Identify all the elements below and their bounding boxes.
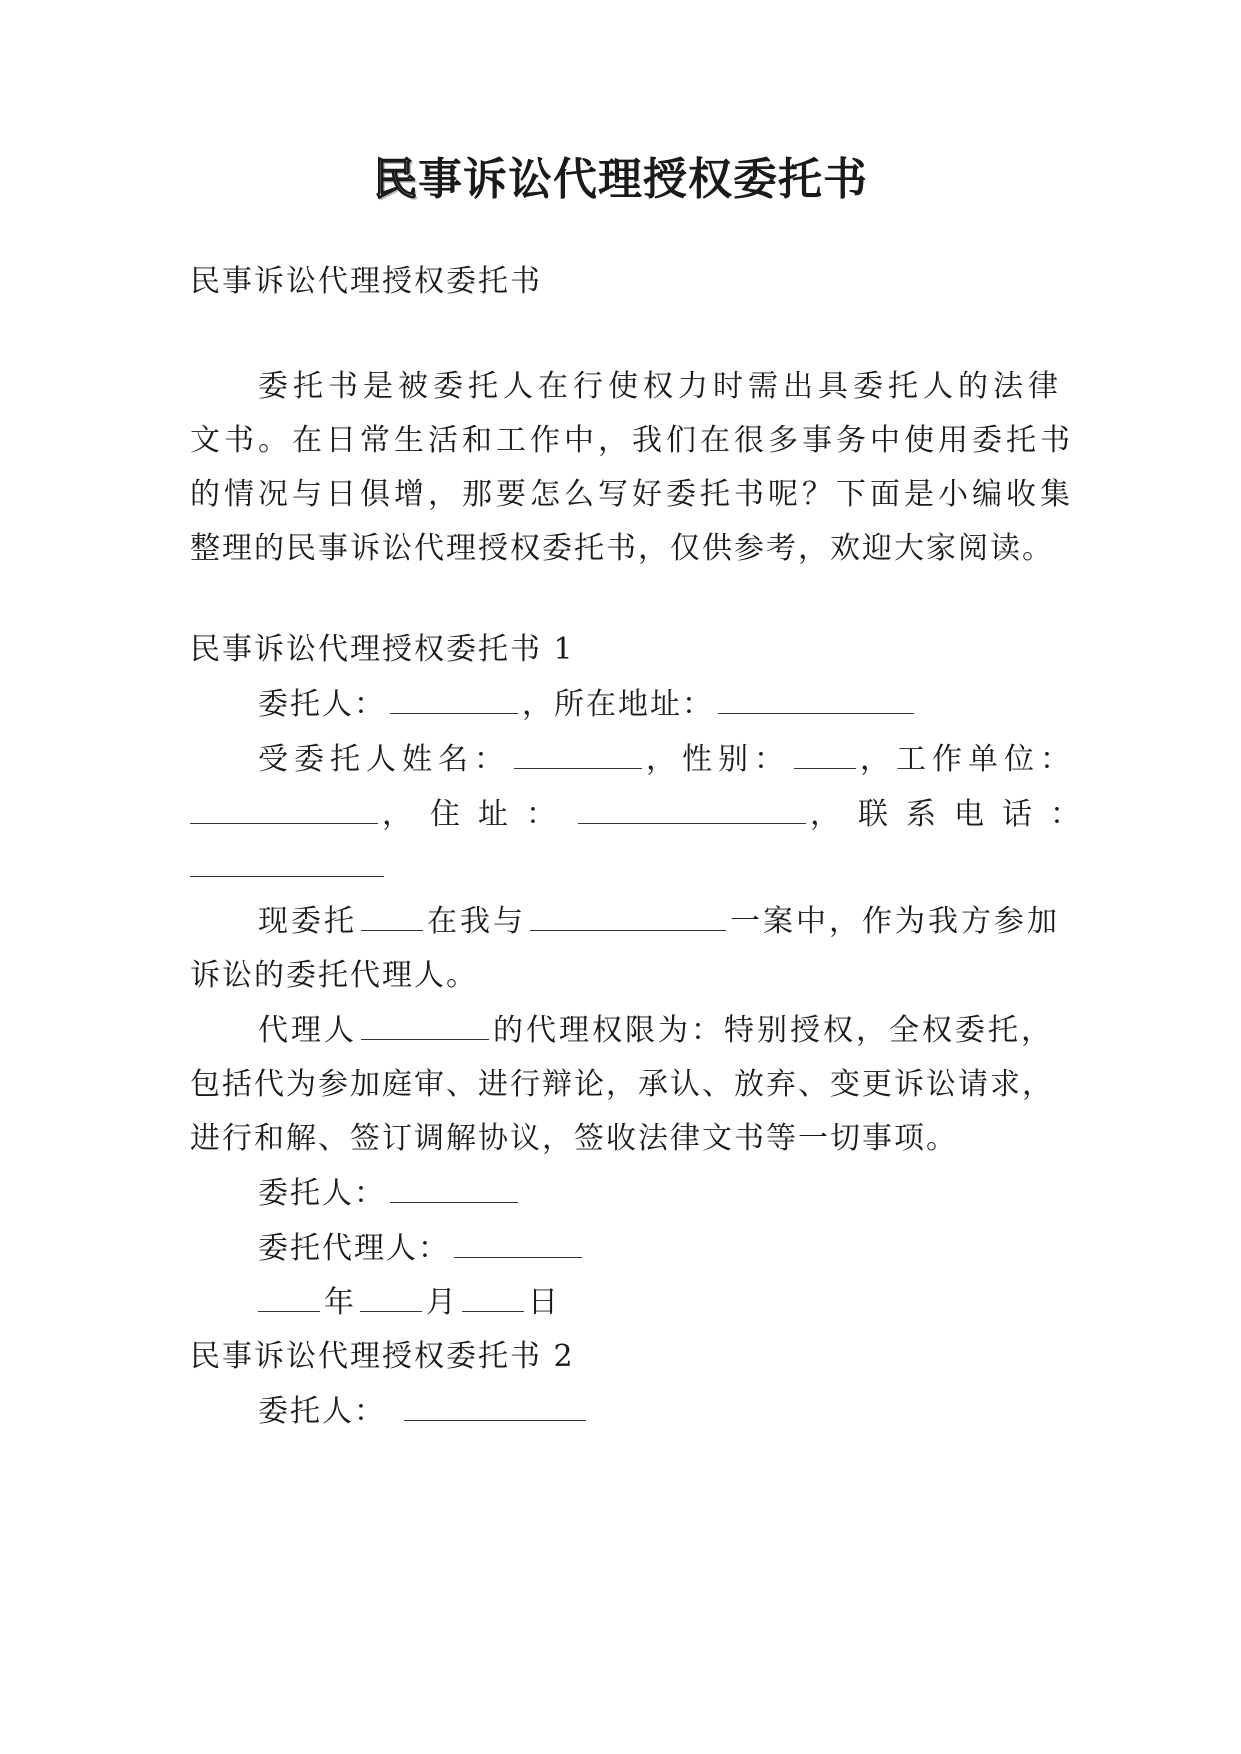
intro-line-1: 委托书是被委托人在行使权力时需出具委托人的法律 [258, 369, 1063, 404]
agent-info-line [258, 740, 1076, 780]
work-unit-blank[interactable] [190, 795, 378, 824]
entrust-line-2: 诉讼的委托代理人。 [190, 958, 478, 993]
sign-principal-blank[interactable] [390, 1174, 518, 1203]
document-title [0, 150, 1241, 210]
address-blank[interactable] [718, 685, 914, 714]
entrust-text-b: 在我与 [427, 904, 526, 939]
section2-principal-blank[interactable] [404, 1392, 586, 1421]
principal-blank[interactable] [390, 685, 518, 714]
title-first-char: 民 [373, 154, 418, 205]
intro-line-3: 的情况与日俱增，那要怎么写好委托书呢？下面是小编收集 [190, 477, 1074, 512]
scope-line-1 [258, 1011, 1054, 1051]
phone-blank-line [190, 848, 388, 888]
agent-name-label: 受委托人姓名： [258, 742, 510, 777]
scope-line-2: 包括代为参加庭审、进行辩论，承认、放弃、变更诉讼请求， [190, 1067, 1054, 1102]
sign-agent-blank[interactable] [454, 1229, 582, 1258]
phone-label: ，联系电话： [810, 797, 1098, 832]
intro-line-4: 整理的民事诉讼代理授权委托书，仅供参考，欢迎大家阅读。 [190, 531, 1054, 566]
title-rest: 事诉讼代理授权委托书 [418, 154, 868, 205]
scope-text-b: 的代理权限为：特别授权，全权委托， [493, 1013, 1054, 1048]
day-blank[interactable] [462, 1283, 524, 1312]
sign-principal-line [258, 1174, 522, 1214]
date-line [258, 1283, 560, 1323]
entrust-line-1 [258, 902, 1060, 942]
phone-blank[interactable] [190, 848, 384, 877]
gender-blank[interactable] [794, 740, 856, 769]
month-label: 月 [426, 1285, 458, 1320]
residence-phone-line [190, 795, 1098, 835]
residence-label: ，住址： [382, 797, 574, 832]
gender-label: ，性别： [646, 742, 790, 777]
sign-agent-label: 委托代理人： [258, 1231, 450, 1266]
principal-label: 委托人： [258, 687, 386, 722]
scope-line-3: 进行和解、签订调解协议，签收法律文书等一切事项。 [190, 1121, 958, 1156]
residence-blank[interactable] [578, 795, 806, 824]
section2-heading: 民事诉讼代理授权委托书 2 [190, 1339, 575, 1374]
sign-principal-label: 委托人： [258, 1176, 386, 1211]
work-unit-label: ，工作单位： [860, 742, 1076, 777]
principal-address-line [258, 685, 918, 725]
scope-agent-blank[interactable] [361, 1011, 489, 1040]
entrust-text-a: 现委托 [258, 904, 357, 939]
entrust-text-c: 一案中，作为我方参加 [730, 904, 1060, 939]
case-party-blank[interactable] [530, 902, 726, 931]
year-blank[interactable] [258, 1283, 320, 1312]
entrust-agent-blank[interactable] [361, 902, 423, 931]
address-label: ，所在地址： [522, 687, 714, 722]
month-blank[interactable] [360, 1283, 422, 1312]
year-label: 年 [324, 1285, 356, 1320]
section1-heading: 民事诉讼代理授权委托书 1 [190, 632, 575, 667]
section2-principal-line [258, 1392, 590, 1432]
subtitle: 民事诉讼代理授权委托书 [190, 264, 542, 299]
sign-agent-line [258, 1229, 586, 1269]
section2-principal-label: 委托人： [258, 1394, 386, 1429]
intro-line-2: 文书。在日常生活和工作中，我们在很多事务中使用委托书 [190, 423, 1074, 458]
agent-name-blank[interactable] [514, 740, 642, 769]
scope-text-a: 代理人 [258, 1013, 357, 1048]
day-label: 日 [528, 1285, 560, 1320]
